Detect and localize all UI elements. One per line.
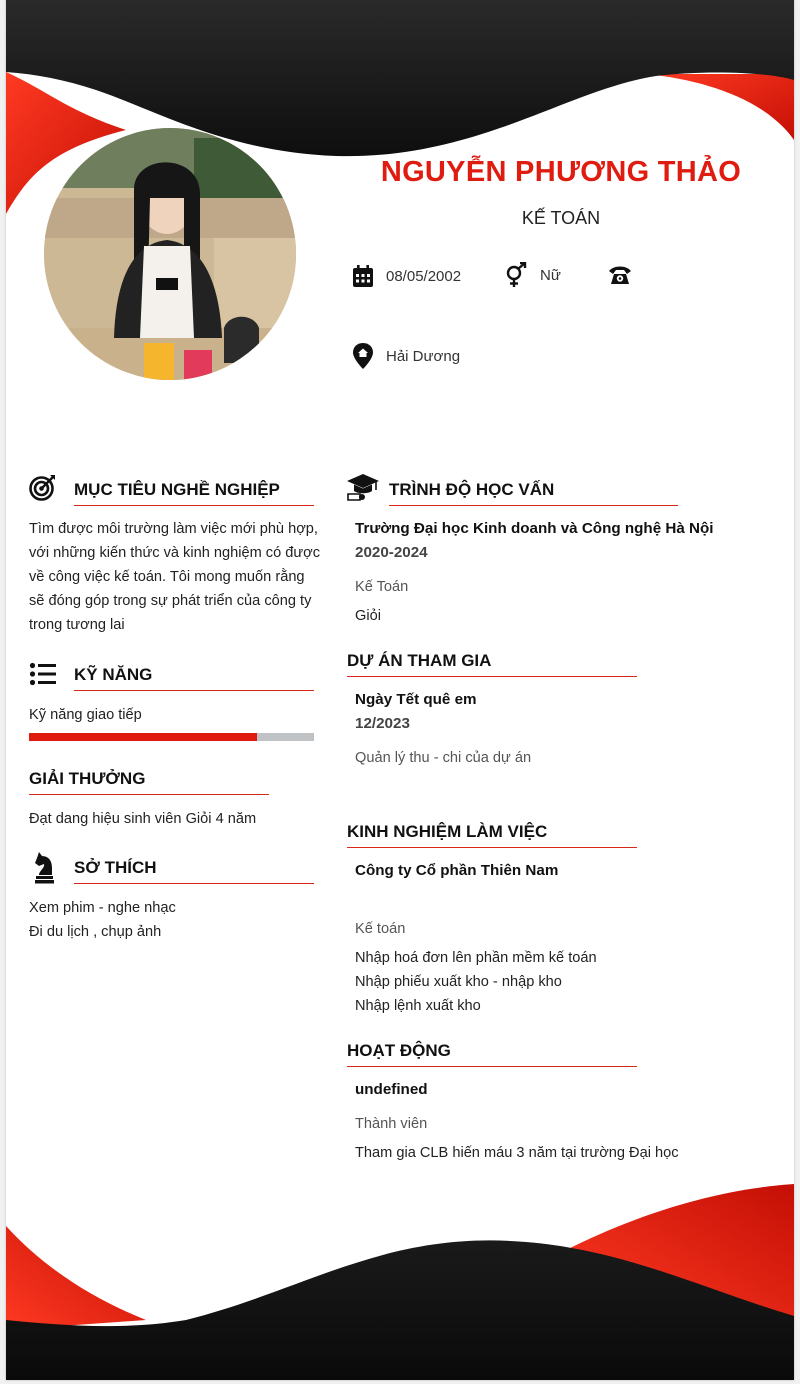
birthdate-text: 08/05/2002 [386,267,462,285]
company-name: Công ty Cổ phần Thiên Nam [355,862,559,879]
skills-title: KỸ NĂNG [74,665,314,691]
phone-info [608,264,632,286]
activities-title: HOẠT ĐỘNG [347,1041,637,1067]
address-info [352,342,460,370]
activities-block [355,1078,785,1165]
job-title: KẾ TOÁN [521,208,601,228]
project-name: Ngày Tết quê em [355,691,477,708]
career-goal-line: với những kiến thức và kinh nghiệm có được [29,545,321,561]
career-goal-line: về công việc kế toán. Tôi mong muốn rằng [29,569,305,585]
education-major: Kế Toán [355,579,409,595]
chess-knight-icon [33,850,55,884]
career-goal-title: MỤC TIÊU NGHỀ NGHIỆP [74,480,314,506]
career-goal-line: Tìm được môi trường làm việc mới phù hợp, [29,521,318,537]
gender-text: Nữ [540,266,561,284]
telephone-icon [608,264,632,286]
experience-task: Nhập hoá đơn lên phần mềm kế toán [355,950,597,966]
full-name: NGUYỄN PHƯƠNG THẢO [380,156,742,188]
location-pin-icon [352,342,374,370]
projects-block [355,688,775,770]
education-period: 2020-2024 [355,544,428,561]
experience-task: Nhập lệnh xuất kho [355,998,481,1014]
hobbies-list [29,896,176,944]
footer-decoration [6,1180,794,1380]
project-role: Quản lý thu - chi của dự án [355,750,532,766]
activity-description: Tham gia CLB hiến máu 3 năm tại trường Đại học [355,1145,679,1161]
awards-text: Đạt dang hiệu sinh viên Giỏi 4 năm [29,811,257,827]
hobby-item: Đi du lịch , chụp ảnh [29,924,162,940]
skill-level-fill [29,733,257,741]
experience-task: Nhập phiếu xuất kho - nhập kho [355,974,562,990]
education-block [355,517,775,628]
graduation-cap-icon [346,472,380,502]
projects-title: DỰ ÁN THAM GIA [347,651,637,677]
target-icon [29,473,57,501]
address-text: Hải Dương [386,347,461,365]
hobbies-title: SỞ THÍCH [74,858,314,884]
experience-title: KINH NGHIỆM LÀM VIỆC [347,822,637,848]
project-date: 12/2023 [355,715,410,732]
gender-icon [504,262,528,288]
education-grade: Giỏi [355,608,381,624]
gender-info [504,262,561,288]
birthdate-info [352,264,461,288]
career-goal-line: sẽ đóng góp trong sự phát triển của công ty [29,593,312,609]
education-title: TRÌNH ĐỘ HỌC VẤN [389,480,678,506]
activity-role: Thành viên [355,1116,428,1132]
career-goal-text [29,517,329,637]
career-goal-line: trong tương lai [29,617,125,633]
list-icon [29,662,57,686]
activity-name: undefined [355,1081,428,1098]
calendar-icon [352,264,374,288]
experience-block [355,859,775,1018]
skill-name: Kỹ năng giao tiếp [29,707,142,723]
cv-page [6,0,794,1380]
skill-level-bar [29,733,314,741]
profile-photo [44,128,296,380]
awards-title: GIẢI THƯỞNG [29,769,269,795]
experience-position: Kế toán [355,921,406,937]
hobby-item: Xem phim - nghe nhạc [29,900,176,916]
school-name: Trường Đại học Kinh doanh và Công nghệ Hà Nội [355,520,714,537]
